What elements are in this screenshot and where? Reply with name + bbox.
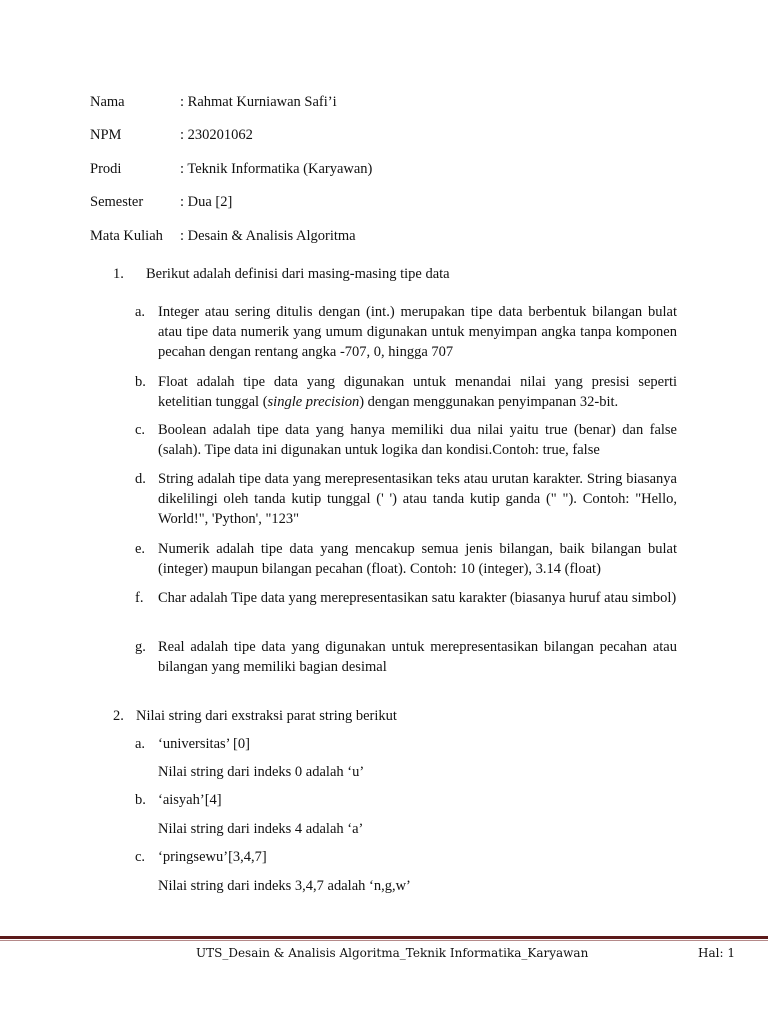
list-item [135, 539, 677, 579]
list-item [135, 637, 677, 677]
list-item-text: Real adalah tipe data yang digunakan untuk merepresentasikan bilangan pecahan atau bilangan yang memiliki bagian desimal [158, 639, 677, 675]
list-item [135, 847, 677, 867]
list-item-letter: c. [135, 849, 146, 865]
list-item-text: Char adalah Tipe data yang merepresentasikan satu karakter (biasanya huruf atau simbol) [158, 590, 677, 606]
info-label: Prodi [90, 161, 122, 177]
answer-text: Nilai string dari indeks 0 adalah ‘u’ [158, 764, 365, 780]
list-item [135, 469, 677, 529]
list-item-text [158, 372, 677, 412]
question-text: Nilai string dari exstraksi parat string berikut [136, 708, 397, 724]
answer-text: Nilai string dari indeks 4 adalah ‘a’ [158, 821, 364, 837]
question-text: Berikut adalah definisi dari masing-masing tipe data [146, 266, 450, 282]
answer-text: Nilai string dari indeks 3,4,7 adalah ‘n,g,w’ [158, 878, 411, 894]
list-item-letter: c. [135, 422, 146, 438]
list-item-letter: b. [135, 792, 146, 808]
list-item-letter: e. [135, 541, 146, 557]
list-item-letter: g. [135, 639, 146, 655]
list-item-text: Numerik adalah tipe data yang mencakup semua jenis bilangan, baik bilangan bulat (integer) maupun bilangan pecahan (float). Contoh: 10 (integer), 3.14 (float) [158, 541, 677, 577]
footer-rule-thin [0, 940, 768, 941]
list-item-letter: f. [135, 590, 144, 606]
list-item-text: String adalah tipe data yang merepresentasikan teks atau urutan karakter. String biasanya dikelilingi oleh tanda kutip tunggal (' ') atau tanda kutip ganda (" "). Contoh: "Hello, World!", 'Python', "123" [158, 471, 677, 527]
info-value: : Teknik Informatika (Karyawan) [180, 161, 373, 177]
list-item [135, 302, 677, 362]
list-item-text: ‘universitas’ [0] [158, 736, 250, 752]
list-item-letter: d. [135, 471, 146, 487]
question-number: 1. [113, 266, 124, 282]
footer-rule-thick [0, 936, 768, 939]
list-item-text: ‘pringsewu’[3,4,7] [158, 849, 267, 865]
text-segment: Float adalah tipe data yang digunakan untuk menandai nilai yang presisi seperti ketelitian tunggal ( [158, 374, 677, 410]
list-item-text: Integer atau sering ditulis dengan (int.) merupakan tipe data berbentuk bilangan bulat atau tipe data numerik yang umum digunakan untuk menyimpan angka tanpa komponen pecahan dengan rentang angka -707, 0, hingga 707 [158, 304, 677, 360]
list-item [135, 372, 677, 412]
list-item-text: ‘aisyah’[4] [158, 792, 222, 808]
list-item-letter: b. [135, 374, 146, 390]
info-label: Nama [90, 94, 125, 110]
list-item [135, 790, 677, 810]
list-item-letter: a. [135, 736, 146, 752]
list-item [135, 588, 677, 628]
list-item [135, 734, 677, 754]
footer-title: UTS_Desain & Analisis Algoritma_Teknik Informatika_Karyawan [196, 946, 589, 960]
text-segment: ) dengan menggunakan penyimpanan 32-bit. [359, 394, 619, 410]
text-italic: single precision [267, 394, 360, 410]
question-number: 2. [113, 708, 124, 724]
info-label: NPM [90, 127, 122, 143]
list-item [135, 420, 677, 460]
info-value: : Rahmat Kurniawan Safi’i [180, 94, 337, 110]
info-label: Mata Kuliah [90, 228, 163, 244]
info-label: Semester [90, 194, 144, 210]
info-value: : Desain & Analisis Algoritma [180, 228, 356, 244]
list-item-letter: a. [135, 304, 146, 320]
info-value: : Dua [2] [180, 194, 233, 210]
page-number: Hal: 1 [698, 946, 735, 960]
list-item-text: Boolean adalah tipe data yang hanya memiliki dua nilai yaitu true (benar) dan false (salah). Tipe data ini digunakan untuk logika dan kondisi.Contoh: true, false [158, 422, 677, 458]
info-value: : 230201062 [180, 127, 253, 143]
